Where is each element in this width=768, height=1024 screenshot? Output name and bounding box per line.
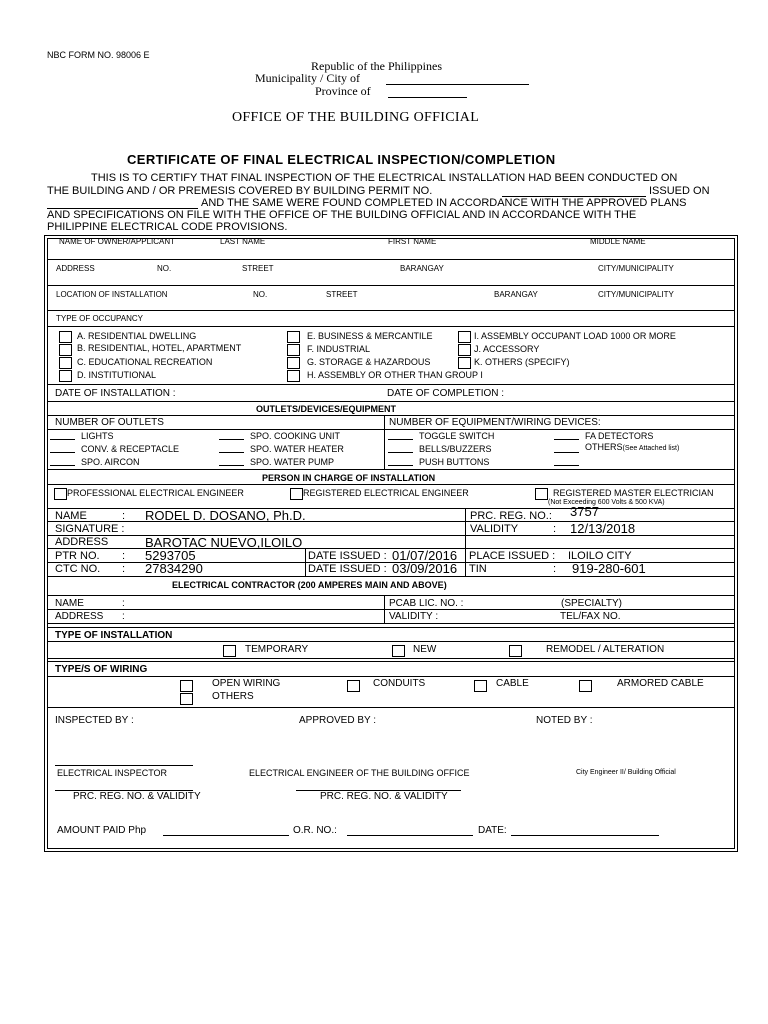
ctc-date-label: DATE ISSUED : xyxy=(308,563,387,575)
location-city-label: CITY/MUNICIPALITY xyxy=(598,290,674,299)
divider xyxy=(47,627,734,628)
water-heater-count-field[interactable] xyxy=(219,452,244,453)
divider xyxy=(47,609,734,610)
occupancy-label: TYPE OF OCCUPANCY xyxy=(56,314,143,323)
divider xyxy=(47,661,734,662)
number-outlets-label: NUMBER OF OUTLETS xyxy=(55,417,164,428)
address-street-label: STREET xyxy=(242,264,274,273)
occupancy-c-label: C. EDUCATIONAL RECREATION xyxy=(77,357,213,367)
municipality-label: Municipality / City of xyxy=(255,71,360,85)
fa-label: FA DETECTORS xyxy=(585,431,654,441)
ptr-value: 5293705 xyxy=(145,548,196,563)
intro-line-3: AND THE SAME WERE FOUND COMPLETED IN ACCORDANCE WITH THE APPROVED PLANS xyxy=(201,197,687,209)
others-extra-field[interactable] xyxy=(554,465,579,466)
divider xyxy=(47,429,734,430)
owner-name-label: NAME OF OWNER/APPLICANT xyxy=(59,237,176,246)
divider xyxy=(47,595,734,596)
rme-checkbox[interactable] xyxy=(535,488,548,500)
tin-label: TIN xyxy=(469,563,487,575)
occupancy-f-label: F. INDUSTRIAL xyxy=(307,344,371,354)
person-address-label: ADDRESS xyxy=(55,536,109,548)
divider xyxy=(384,415,385,469)
person-header: PERSON IN CHARGE OF INSTALLATION xyxy=(262,473,436,483)
office-title: OFFICE OF THE BUILDING OFFICIAL xyxy=(232,110,480,125)
amount-paid-label: AMOUNT PAID Php xyxy=(57,825,147,836)
lights-label: LIGHTS xyxy=(81,431,114,441)
occupancy-e-checkbox[interactable] xyxy=(287,331,300,343)
ctc-value: 27834290 xyxy=(145,561,203,576)
occupancy-c-checkbox[interactable] xyxy=(59,357,72,369)
municipality-field[interactable] xyxy=(386,84,529,85)
date-completion-label: DATE OF COMPLETION : xyxy=(387,388,505,399)
intro-line-1: THIS IS TO CERTIFY THAT FINAL INSPECTION OF THE ELECTRICAL INSTALLATION HAD BEEN CONDUCTED ON xyxy=(91,172,678,184)
middle-name-label: MIDDLE NAME xyxy=(590,237,646,246)
date-label: DATE: xyxy=(478,825,507,836)
ree-checkbox[interactable] xyxy=(290,488,303,500)
open-wiring-checkbox[interactable] xyxy=(180,680,193,692)
contractor-validity-label: VALIDITY : xyxy=(389,611,439,622)
pee-label: PROFESSIONAL ELECTRICAL ENGINEER xyxy=(67,488,244,498)
amount-paid-field[interactable] xyxy=(163,835,289,836)
divider xyxy=(47,285,734,286)
province-label: Province of xyxy=(315,84,371,98)
remodel-checkbox[interactable] xyxy=(509,645,522,657)
or-no-label: O.R. NO.: xyxy=(293,825,337,836)
open-wiring-label: OPEN WIRING xyxy=(212,678,281,689)
occupancy-f-checkbox[interactable] xyxy=(287,344,300,356)
new-label: NEW xyxy=(413,644,437,655)
contractor-address-colon: : xyxy=(122,611,125,622)
receptacle-count-field[interactable] xyxy=(50,452,75,453)
occupancy-a-label: A. RESIDENTIAL DWELLING xyxy=(77,331,197,341)
intro-line-5: PHILIPPINE ELECTRICAL CODE PROVISIONS. xyxy=(47,221,288,233)
ree-label: REGISTERED ELECTRICAL ENGINEER xyxy=(303,488,469,498)
divider xyxy=(47,384,734,385)
occupancy-i-label: I. ASSEMBLY OCCUPANT LOAD 1000 OR MORE xyxy=(474,331,676,341)
signature-label: SIGNATURE : xyxy=(55,523,125,535)
province-field[interactable] xyxy=(388,97,467,98)
divider xyxy=(47,469,734,470)
intro-line-2: THE BUILDING AND / OR PREMESIS COVERED BY BUILDING PERMIT NO. xyxy=(47,185,433,197)
divider xyxy=(47,259,734,260)
outlets-header: OUTLETS/DEVICES/EQUIPMENT xyxy=(256,404,397,414)
pee-checkbox[interactable] xyxy=(54,488,67,500)
validity-value: 12/13/2018 xyxy=(570,521,636,536)
occupancy-k-label: K. OTHERS (SPECIFY) xyxy=(474,357,570,367)
divider xyxy=(47,310,734,311)
divider xyxy=(47,707,734,708)
person-name-label: NAME xyxy=(55,510,87,522)
divider xyxy=(47,641,734,642)
person-name-colon: : xyxy=(122,510,126,522)
issued-on-label: ISSUED ON xyxy=(649,185,710,197)
occupancy-b-label: B. RESIDENTIAL, HOTEL, APARTMENT xyxy=(77,343,242,353)
divider xyxy=(47,623,734,624)
others-wiring-label: OTHERS xyxy=(212,691,254,702)
water-pump-label: SPO. WATER PUMP xyxy=(250,457,335,467)
rme-label: REGISTERED MASTER ELECTRICIAN xyxy=(553,488,714,498)
occupancy-h-checkbox[interactable] xyxy=(287,370,300,382)
noted-by-label: NOTED BY : xyxy=(536,715,593,726)
occupancy-d-label: D. INSTITUTIONAL xyxy=(77,370,157,380)
engineer-prc-label: PRC. REG. NO. & VALIDITY xyxy=(320,791,448,802)
tin-value: 919-280-601 xyxy=(572,561,646,576)
fa-count-field[interactable] xyxy=(554,439,579,440)
wiring-header: TYPE/S OF WIRING xyxy=(55,664,148,675)
prc-value: 3757 xyxy=(570,504,599,519)
address-city-label: CITY/MUNICIPALITY xyxy=(598,264,674,273)
last-name-label: LAST NAME xyxy=(220,237,266,246)
divider xyxy=(47,326,734,327)
ptr-colon: : xyxy=(122,550,126,562)
pcab-label: PCAB LIC. NO. : xyxy=(389,598,464,609)
telfax-label: TEL/FAX NO. xyxy=(560,611,621,622)
occupancy-k-checkbox[interactable] xyxy=(458,357,471,369)
occupancy-j-label: J. ACCESSORY xyxy=(474,344,540,354)
push-count-field[interactable] xyxy=(388,465,413,466)
conduits-checkbox[interactable] xyxy=(347,680,360,692)
contractor-header: ELECTRICAL CONTRACTOR (200 AMPERES MAIN AND ABOVE) xyxy=(172,580,447,590)
lights-count-field[interactable] xyxy=(50,439,75,440)
location-barangay-label: BARANGAY xyxy=(494,290,538,299)
divider xyxy=(47,401,734,402)
installation-header: TYPE OF INSTALLATION xyxy=(55,630,173,641)
occupancy-i-checkbox[interactable] xyxy=(458,331,471,343)
number-equipment-label: NUMBER OF EQUIPMENT/WIRING DEVICES: xyxy=(389,417,601,428)
cable-label: CABLE xyxy=(496,678,529,689)
remodel-label: REMODEL / ALTERATION xyxy=(546,644,665,655)
place-value: ILOILO CITY xyxy=(568,550,632,562)
toggle-count-field[interactable] xyxy=(388,439,413,440)
inspector-title: ELECTRICAL INSPECTOR xyxy=(57,768,168,778)
temporary-label: TEMPORARY xyxy=(245,644,309,655)
aircon-label: SPO. AIRCON xyxy=(81,457,140,467)
location-street-label: STREET xyxy=(326,290,358,299)
conduits-label: CONDUITS xyxy=(373,678,426,689)
contractor-name-colon: : xyxy=(122,598,125,609)
toggle-label: TOGGLE SWITCH xyxy=(419,431,495,441)
push-label: PUSH BUTTONS xyxy=(419,457,490,467)
divider xyxy=(47,576,734,577)
ctc-colon: : xyxy=(122,563,126,575)
cooking-label: SPO. COOKING UNIT xyxy=(250,431,341,441)
inspected-by-label: INSPECTED BY : xyxy=(55,715,134,726)
approved-by-label: APPROVED BY : xyxy=(299,715,377,726)
person-name-value: RODEL D. DOSANO, Ph.D. xyxy=(145,508,306,523)
others-label: OTHERS(See Attached list) xyxy=(585,442,680,452)
contractor-address-label: ADDRESS xyxy=(55,611,104,622)
ptr-date-label: DATE ISSUED : xyxy=(308,550,387,562)
inspector-prc-label: PRC. REG. NO. & VALIDITY xyxy=(73,791,201,802)
occupancy-e-label: E. BUSINESS & MERCANTILE xyxy=(307,331,433,341)
validity-label: VALIDITY xyxy=(470,523,519,535)
contractor-name-label: NAME xyxy=(55,598,84,609)
tin-colon: : xyxy=(553,563,557,575)
divider xyxy=(47,676,734,677)
bells-label: BELLS/BUZZERS xyxy=(419,444,492,454)
temporary-checkbox[interactable] xyxy=(223,645,236,657)
address-label: ADDRESS xyxy=(56,264,95,273)
occupancy-d-checkbox[interactable] xyxy=(59,370,72,382)
address-no-label: NO. xyxy=(157,264,172,273)
ctc-label: CTC NO. xyxy=(55,563,101,575)
others-count-field[interactable] xyxy=(554,452,579,453)
city-engineer-title: City Engineer II/ Building Official xyxy=(576,769,676,776)
prc-label: PRC. REG. NO.: xyxy=(470,510,552,522)
cooking-count-field[interactable] xyxy=(219,439,244,440)
bells-count-field[interactable] xyxy=(388,452,413,453)
divider xyxy=(47,415,734,416)
form-number: NBC FORM NO. 98006 E xyxy=(47,50,150,60)
occupancy-b-checkbox[interactable] xyxy=(59,344,72,356)
armored-cable-label: ARMORED CABLE xyxy=(617,678,704,689)
divider xyxy=(465,508,466,576)
first-name-label: FIRST NAME xyxy=(388,237,437,246)
new-checkbox[interactable] xyxy=(392,645,405,657)
divider xyxy=(47,658,734,659)
place-label: PLACE ISSUED : xyxy=(469,550,556,562)
rme-note: (Not Exceeding 600 Volts & 500 KVA) xyxy=(548,499,665,506)
engineer-title: ELECTRICAL ENGINEER OF THE BUILDING OFFICE xyxy=(249,768,470,778)
ctc-date-value: 03/09/2016 xyxy=(392,561,458,576)
occupancy-g-checkbox[interactable] xyxy=(287,357,300,369)
occupancy-h-label: H. ASSEMBLY OR OTHER THAN GROUP I xyxy=(307,370,483,380)
water-pump-count-field[interactable] xyxy=(219,465,244,466)
location-label: LOCATION OF INSTALLATION xyxy=(56,290,168,299)
divider xyxy=(47,484,734,485)
intro-line-4: AND SPECIFICATIONS ON FILE WITH THE OFFICE OF THE BUILDING OFFICIAL AND IN ACCORDANCE WITH THE xyxy=(47,209,637,221)
certificate-title: CERTIFICATE OF FINAL ELECTRICAL INSPECTION/COMPLETION xyxy=(127,152,556,167)
person-address-value: BAROTAC NUEVO,ILOILO xyxy=(145,535,303,550)
occupancy-j-checkbox[interactable] xyxy=(458,344,471,356)
water-heater-label: SPO. WATER HEATER xyxy=(250,444,344,454)
location-no-label: NO. xyxy=(253,290,268,299)
specialty-label: (SPECIALTY) xyxy=(561,598,622,609)
date-field[interactable] xyxy=(511,835,659,836)
address-barangay-label: BARANGAY xyxy=(400,264,444,273)
validity-colon: : xyxy=(553,523,557,535)
ptr-label: PTR NO. xyxy=(55,550,100,562)
republic-line: Republic of the Philippines xyxy=(311,59,442,73)
occupancy-g-label: G. STORAGE & HAZARDOUS xyxy=(307,357,431,367)
occupancy-a-checkbox[interactable] xyxy=(59,331,72,343)
aircon-count-field[interactable] xyxy=(50,465,75,466)
others-wiring-checkbox[interactable] xyxy=(180,693,193,705)
or-no-field[interactable] xyxy=(347,835,473,836)
inspector-signature-line[interactable] xyxy=(55,765,193,766)
armored-cable-checkbox[interactable] xyxy=(579,680,592,692)
date-installation-label: DATE OF INSTALLATION : xyxy=(55,388,176,399)
cable-checkbox[interactable] xyxy=(474,680,487,692)
receptacle-label: CONV. & RECEPTACLE xyxy=(81,444,180,454)
ptr-date-value: 01/07/2016 xyxy=(392,548,458,563)
